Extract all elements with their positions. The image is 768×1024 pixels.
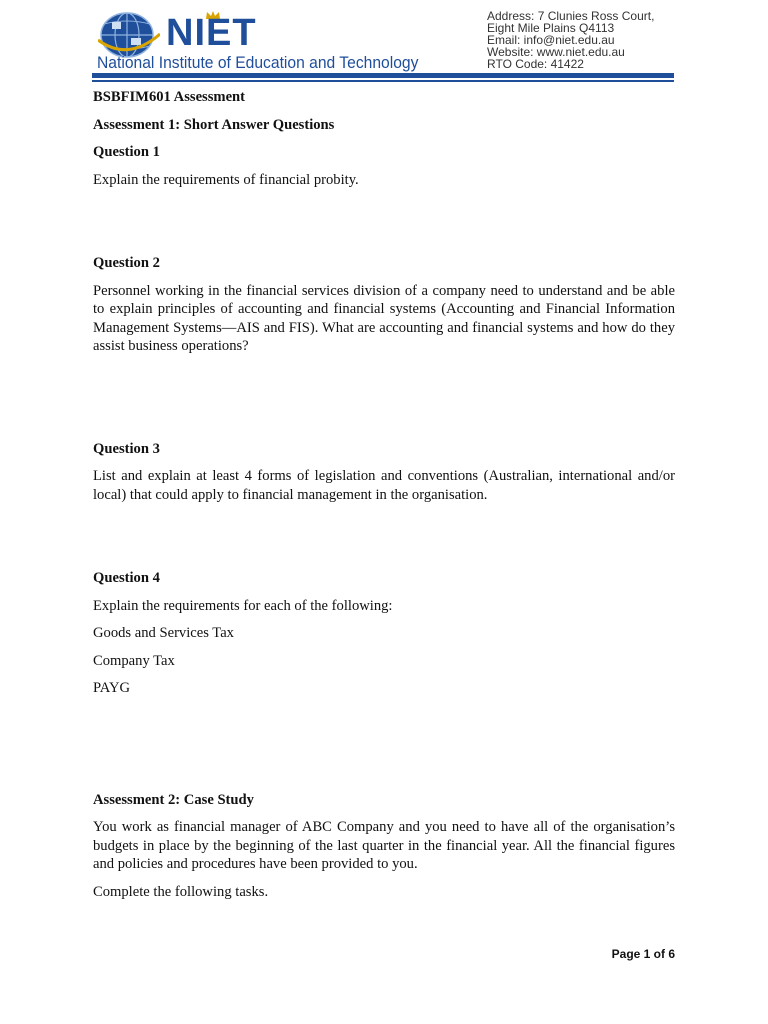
question4-item: PAYG [93,680,131,696]
question2-heading: Question 2 [93,255,160,271]
header-divider-thick [92,73,674,78]
logo-wordmark: NIET [166,12,257,54]
tasks-intro: Complete the following tasks. [93,883,269,900]
question1-text: Explain the requirements of financial probity. [93,171,359,188]
document-title: BSBFIM601 Assessment [93,89,246,105]
question4-item: Goods and Services Tax [93,625,234,641]
contact-rto-code: RTO Code: 41422 [487,57,584,71]
contact-suburb: Eight Mile Plains Q4113 [487,21,615,35]
case-study-text: You work as financial manager of ABC Company and you need to have all of the organisation’s budgets in place by the beginning of the last quarter in the financial year. All the financial figures and policies and procedures have been provided to you. [93,819,675,872]
question4-heading: Question 4 [93,570,160,586]
question3-heading: Question 3 [93,440,160,457]
contact-email: Email: info@niet.edu.au [487,33,615,47]
assessment2-heading: Assessment 2: Case Study [93,791,254,808]
institute-name: National Institute of Education and Technology [97,53,419,72]
question3-text: List and explain at least 4 forms of legislation and conventions (Australian, international and/or local) that could apply to financial management in the organisation. [93,468,675,503]
question4-item: Company Tax [93,652,175,669]
assessment1-heading: Assessment 1: Short Answer Questions [93,116,335,133]
document-body [93,88,675,901]
contact-address: Address: 7 Clunies Ross Court, [487,9,655,23]
contact-website: Website: www.niet.edu.au [487,45,625,59]
header-divider-thin [92,80,674,82]
question2-text: Personnel working in the financial services division of a company need to understand and be able to explain principles of accounting and financial systems (Accounting and Financial Information Management Systems—AIS and FIS). What are accounting and financial systems and how do they assist business operations? [93,282,675,354]
document-header [0,0,768,90]
question1-heading: Question 1 [93,144,160,160]
contact-block [487,10,654,70]
page-number: Page 1 of 6 [611,947,675,961]
question4-text: Explain the requirements for each of the following: [93,597,393,614]
